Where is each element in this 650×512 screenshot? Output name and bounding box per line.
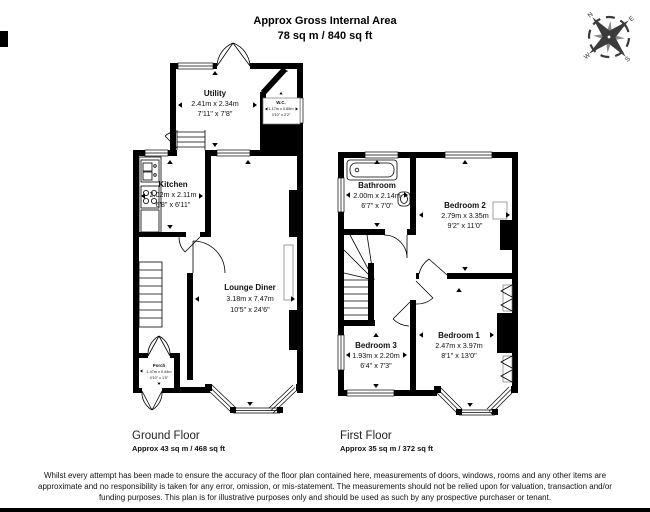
- bathroom-name: Bathroom: [358, 181, 396, 190]
- title-line2: 78 sq m / 840 sq ft: [277, 29, 373, 42]
- bay-window: [205, 384, 303, 413]
- measure-arrow: [279, 92, 282, 94]
- kitchen-imperial: 6'8" x 6'11": [155, 200, 191, 209]
- utility-metric: 2.41m x 2.34m: [191, 99, 239, 108]
- wc-imperial: 3'10" x 2'2": [271, 113, 291, 117]
- measure-arrow: [157, 383, 160, 385]
- bedroom1-imperial: 8'1" x 13'0": [441, 351, 477, 360]
- first-floor-label: First Floor: [340, 430, 392, 442]
- room-label-kitchen: [149, 180, 196, 209]
- first-floor-area: Approx 35 sq m / 372 sq ft: [340, 444, 433, 453]
- chimney-breast: [497, 313, 512, 353]
- ground-floor-caption: [132, 430, 225, 453]
- door-arc: [419, 259, 447, 275]
- fitted-unit: [284, 245, 293, 300]
- stairs: [139, 262, 162, 327]
- bedroom3-metric: 1.93m x 2.20m: [352, 351, 400, 360]
- porch-name: Porch: [152, 363, 166, 368]
- ground-floor-label: Ground Floor: [132, 430, 200, 442]
- kitchen-sink-icon: [141, 160, 159, 182]
- compass-n: N: [586, 10, 595, 20]
- room-label-wc: [263, 92, 300, 124]
- fitted-unit: [493, 202, 507, 219]
- title-line1: Approx Gross Internal Area: [253, 15, 397, 27]
- ground-floor-plan: [120, 40, 320, 435]
- door-arc: [393, 302, 410, 326]
- kitchen-name: Kitchen: [158, 180, 188, 189]
- door-arc: [217, 43, 250, 66]
- door-arc: [179, 237, 200, 252]
- room-label-utility: [191, 89, 239, 118]
- bedroom2-metric: 2.79m x 3.35m: [441, 211, 489, 220]
- porch-imperial: 4'10" x 1'5": [149, 376, 169, 380]
- bedroom2-name: Bedroom 2: [444, 201, 486, 210]
- bedroom3-name: Bedroom 3: [355, 341, 397, 350]
- room-label-bathroom: [353, 181, 401, 210]
- compass-e: E: [627, 15, 636, 24]
- compass-icon: [576, 4, 642, 70]
- door-arc: [142, 391, 162, 410]
- kitchen-metric: 2.02m x 2.11m: [149, 190, 197, 199]
- door-arc: [416, 281, 433, 304]
- room-label-porch: [140, 363, 178, 385]
- bathroom-imperial: 6'7" x 7'0": [361, 201, 393, 210]
- bathroom-metric: 2.00m x 2.14m: [353, 191, 401, 200]
- bedroom1-name: Bedroom 1: [438, 331, 480, 340]
- room-label-bedroom1: [435, 331, 483, 360]
- lounge-metric: 3.18m x 7.47m: [226, 294, 274, 303]
- bay-window: [434, 386, 518, 415]
- bedroom3-imperial: 6'4" x 7'3": [360, 361, 392, 370]
- page-title: [0, 14, 650, 44]
- compass-s: S: [624, 55, 632, 64]
- bathtub-icon: [347, 160, 397, 180]
- measure-arrow: [140, 369, 142, 372]
- lounge-name: Lounge Diner: [224, 283, 276, 292]
- porch-metric: 1.47m x 0.44m: [146, 370, 172, 374]
- room-label-lounge-diner: [224, 283, 276, 314]
- bottom-border: [0, 508, 650, 512]
- utility-imperial: 7'11" x 7'8": [197, 109, 233, 118]
- lounge-imperial: 10'5" x 24'6": [230, 305, 270, 314]
- bedroom2-imperial: 9'2" x 11'0": [447, 221, 483, 230]
- door-arc: [384, 235, 407, 258]
- ground-floor-area: Approx 43 sq m / 468 sq ft: [132, 444, 225, 453]
- room-label-bedroom2: [441, 201, 489, 230]
- steps: [177, 130, 205, 150]
- chimney-breast: [289, 190, 297, 237]
- disclaimer-text: Whilst every attempt has been made to ensure the accuracy of the floor plan contained here, measurements of doors, windows, rooms and any other items are approximate and no responsibility is taken for any error, omission, or mis-statement. The measurements should not be relied upon for valuation, transaction and/or funding purposes. This plan is for illustrative purposes only and should be used as such by any prospective purchaser or tenant.: [38, 471, 612, 502]
- room-label-bedroom3: [352, 341, 400, 370]
- first-floor-plan: [337, 140, 533, 430]
- wc-name: W.C.: [276, 100, 286, 105]
- chimney-breast: [289, 310, 297, 350]
- utility-name: Utility: [203, 89, 227, 98]
- wc-metric: 1.17m x 0.65m: [268, 107, 294, 111]
- scan-artifact: [0, 31, 8, 47]
- bedroom1-metric: 2.47m x 3.97m: [435, 341, 483, 350]
- compass-w: W: [582, 51, 593, 62]
- chimney-breast: [500, 220, 512, 250]
- door-arc: [193, 241, 225, 273]
- first-floor-caption: [340, 430, 433, 453]
